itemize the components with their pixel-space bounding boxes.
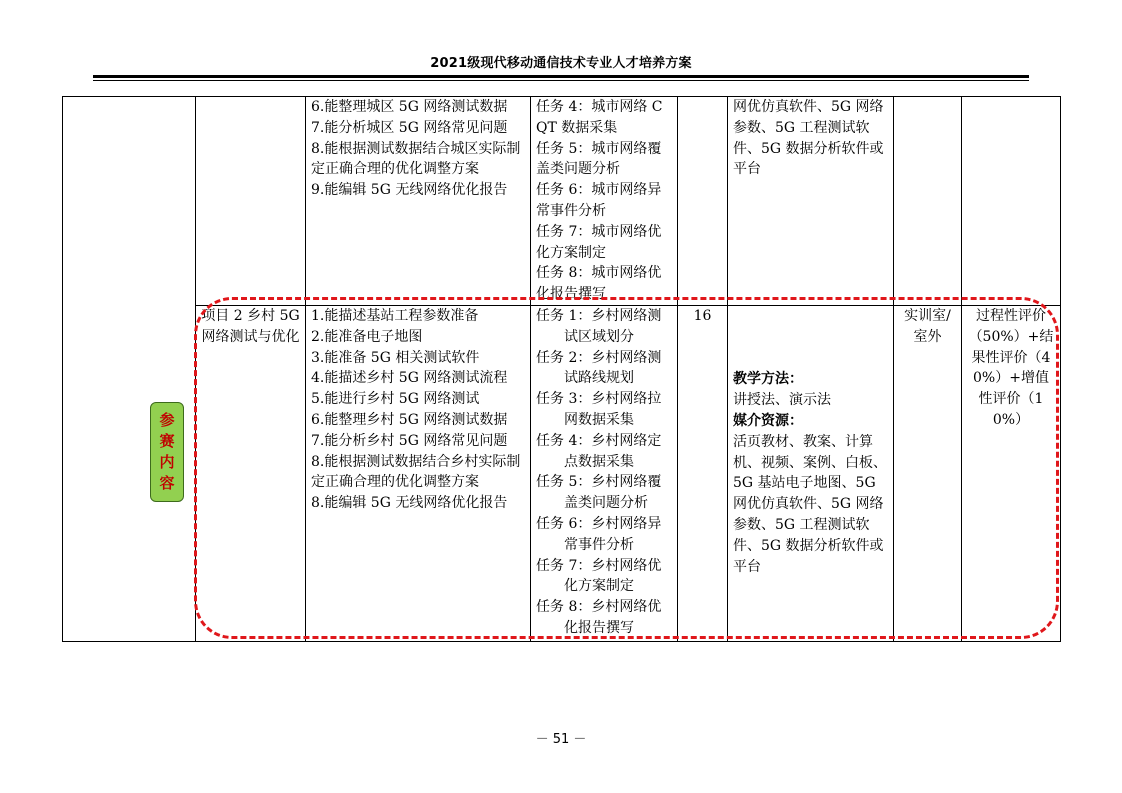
resources-text: 网优仿真软件、5G 网络参数、5G 工程测试软件、5G 数据分析软件或平台 xyxy=(733,99,884,178)
contest-label-char: 容 xyxy=(159,474,175,492)
resources-cell xyxy=(728,305,894,641)
list-item: 9.能编辑 5G 无线网络优化报告 xyxy=(311,182,508,199)
page-number: － 51 － xyxy=(535,732,587,747)
contest-label-char: 参 xyxy=(159,411,175,429)
resources-cell xyxy=(728,97,894,306)
list-item: 5.能进行乡村 5G 网络测试 xyxy=(311,391,480,408)
curriculum-table xyxy=(62,96,1061,642)
list-item: 7.能分析城区 5G 网络常见问题 xyxy=(311,119,508,136)
list-item: 任务 8：城市网络优化报告撰写 xyxy=(536,265,662,303)
project-cell xyxy=(196,97,306,306)
list-item: 任务 4：乡村网络定点数据采集 xyxy=(536,432,662,470)
abilities-cell xyxy=(306,97,531,306)
contest-label-char: 内 xyxy=(159,453,175,471)
header-rule-thick xyxy=(93,75,1029,78)
list-item: 8.能编辑 5G 无线网络优化报告 xyxy=(311,495,508,512)
evaluation-cell xyxy=(962,305,1061,641)
project-cell xyxy=(196,305,306,641)
evaluation-text: 过程性评价（50%）+结果性评价（40%）+增值性评价（10%） xyxy=(968,307,1054,428)
table-row xyxy=(63,97,1061,306)
list-item: 任务 1：乡村网络测试区域划分 xyxy=(536,307,662,345)
list-item: 任务 7：乡村网络优化方案制定 xyxy=(536,557,662,595)
header-rule-thin xyxy=(93,80,1029,81)
media-title: 媒介资源： xyxy=(733,413,803,430)
evaluation-cell xyxy=(962,97,1061,306)
list-item: 任务 7：城市网络优化方案制定 xyxy=(536,223,662,261)
list-item: 6.能整理城区 5G 网络测试数据 xyxy=(311,99,508,115)
venue-cell xyxy=(894,97,962,306)
venue-text: 实训室/室外 xyxy=(904,307,951,345)
list-item: 8.能根据测试数据结合城区实际制定正确合理的优化调整方案 xyxy=(311,140,521,178)
list-item: 任务 5：乡村网络覆盖类问题分析 xyxy=(536,474,662,512)
list-item: 1.能描述基站工程参数准备 xyxy=(311,307,479,324)
list-item: 任务 8：乡村网络优化报告撰写 xyxy=(536,599,662,636)
list-item: 任务 2：乡村网络测试路线规划 xyxy=(536,349,662,387)
list-item: 任务 5：城市网络覆盖类问题分析 xyxy=(536,140,662,178)
list-item: 6.能整理乡村 5G 网络测试数据 xyxy=(311,411,508,428)
tasks-cell xyxy=(531,305,678,641)
list-item: 2.能准备电子地图 xyxy=(311,328,423,345)
project-name: 项目 2 乡村 5G 网络测试与优化 xyxy=(201,307,300,345)
venue-cell xyxy=(894,305,962,641)
list-item: 4.能描述乡村 5G 网络测试流程 xyxy=(311,370,508,387)
list-item: 7.能分析乡村 5G 网络常见问题 xyxy=(311,432,508,449)
table-row xyxy=(63,305,1061,641)
document-header-title: 2021级现代移动通信技术专业人才培养方案 xyxy=(430,56,692,71)
hours-cell xyxy=(678,97,728,306)
list-item: 任务 3：乡村网络拉网数据采集 xyxy=(536,391,662,428)
contest-content-label xyxy=(150,402,184,502)
media-text: 活页教材、教案、计算机、视频、案例、白板、5G 基站电子地图、5G 网优仿真软件、5G 网络参数、5G 工程测试软件、5G 数据分析软件或平台 xyxy=(733,433,887,575)
hours-value: 16 xyxy=(693,307,712,324)
method-title: 教学方法： xyxy=(733,371,803,388)
hours-cell xyxy=(678,305,728,641)
list-item: 任务 4：城市网络 CQT 数据采集 xyxy=(536,99,663,136)
list-item: 任务 6：城市网络异常事件分析 xyxy=(536,182,662,219)
list-item: 任务 6：乡村网络异常事件分析 xyxy=(536,515,662,553)
list-item: 3.能准备 5G 相关测试软件 xyxy=(311,349,480,366)
method-text: 讲授法、演示法 xyxy=(733,392,831,409)
abilities-cell xyxy=(306,305,531,641)
list-item: 8.能根据测试数据结合乡村实际制定正确合理的优化调整方案 xyxy=(311,453,521,491)
category-cell xyxy=(63,97,196,642)
contest-label-char: 赛 xyxy=(159,432,175,450)
tasks-cell xyxy=(531,97,678,306)
